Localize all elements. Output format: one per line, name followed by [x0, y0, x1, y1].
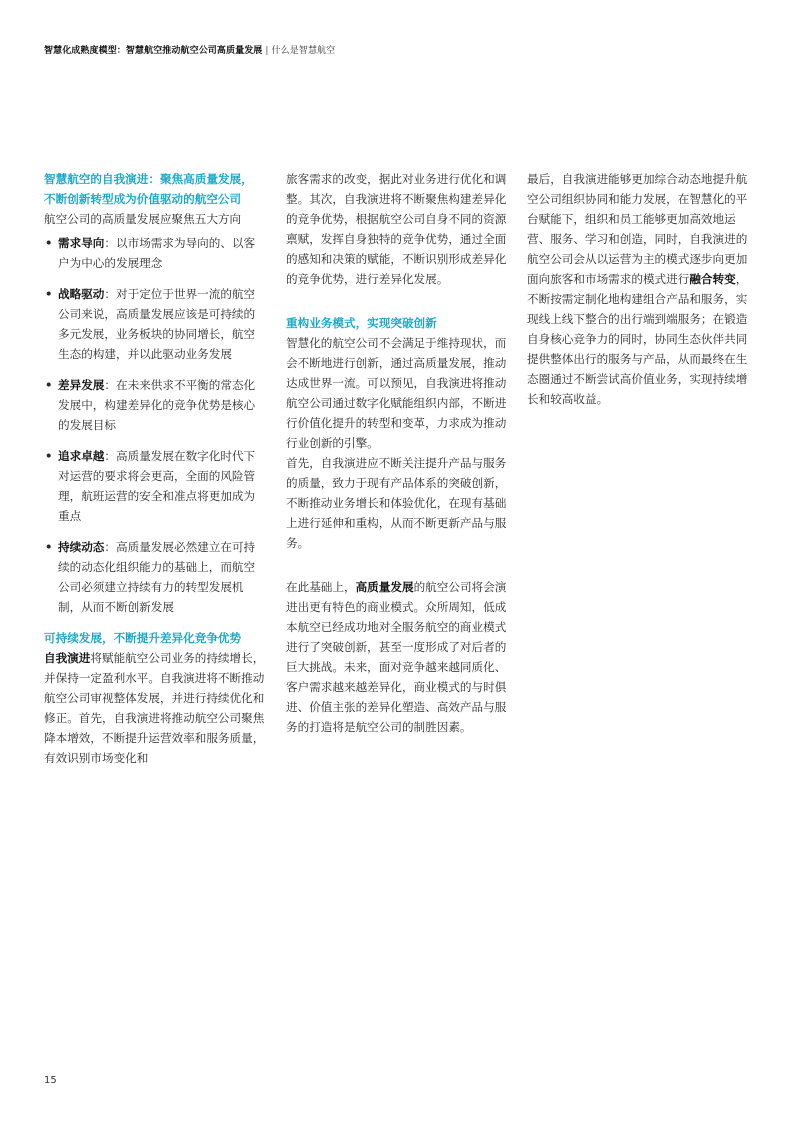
bullet-term: 持续动态	[58, 540, 105, 554]
body-paragraph: 智慧化的航空公司不会满足于维持现状，而会不断地进行创新，通过高质量发展，推动达成世界一流。可以预见，自我演进将推动航空公司通过数字化赋能组织内部，不断进行价值化提升的转型和变革，力求成为推动行业创新的引擎。	[286, 336, 507, 450]
list-item: • 追求卓越：高质量发展在数字化时代下对运营的要求将会更高，全面的风险管理，航班运营的安全和准点将更加成为重点	[45, 449, 256, 523]
bullet-term: 需求导向	[58, 236, 105, 250]
section-heading-rebuild: 重构业务模式，实现突破创新	[286, 316, 437, 330]
column-left	[44, 169, 266, 768]
body-paragraph: 最后，自我演进能够更加综合动态地提升航空公司组织协同和能力发展，在智慧化的平台赋能下，组织和员工能够更加高效地运营、服务、学习和创造，同时，自我演进的航空公司会从以运营为主的模式逐步向更加面向旅客和市场需求的模式进行融合转变，不断按需定制化地构建组合产品和服务，实现线上线下整合的出行端到端服务；在锻造自身核心竞争力的同时，协同生态伙伴共同提供整体出行的服务与产品，从而最终在生态圈通过不断尝试高价值业务，实现持续增长和较高收益。	[527, 172, 748, 406]
bullet-text: 以市场需求为导向的、以客户为中心的发展理念	[58, 236, 256, 270]
body-paragraph: 首先，自我演进应不断关注提升产品与服务的质量，致力于现有产品体系的突破创新，不断推动业务增长和体验优化，在现有基础上进行延伸和重构，从而不断更新产品与服务。	[286, 456, 507, 550]
direction-list	[44, 233, 266, 617]
bullet-term: 差异发展	[58, 378, 105, 392]
bullet-term: 追求卓越	[58, 449, 105, 463]
section-heading: 智慧航空的自我演进：聚焦高质量发展， 不断创新转型成为价值驱动的航空公司	[44, 172, 253, 206]
column-right	[527, 169, 753, 409]
list-item: • 差异发展：在未来供求不平衡的常态化发展中，构建差异化的竞争优势是核心的发展目标	[45, 378, 256, 432]
body-paragraph: 旅客需求的改变，据此对业务进行优化和调整。其次，自我演进将不断聚焦构建差异化的竞争优势，根据航空公司自身不同的资源禀赋，发挥自身独特的竞争优势，通过全面的感知和决策的赋能，不断识别形成差异化的竞争优势，进行差异化发展。	[286, 172, 507, 286]
body-paragraph: 在此基础上，高质量发展的航空公司将会演进出更有特色的商业模式。众所周知，低成本航空已经成功地对全服务航空的商业模式进行了突破创新，甚至一度形成了对后者的巨大挑战。未来，面对竞争越来越同质化、客户需求越来越差异化，商业模式的与时俱进、价值主张的差异化塑造、高效产品与服务的打造将是航空公司的制胜因素。	[286, 580, 507, 734]
list-item: • 战略驱动：对于定位于世界一流的航空公司来说，高质量发展应该是可持续的多元发展，业务板块的协同增长，航空生态的构建，并以此驱动业务发展	[45, 287, 256, 361]
list-item: • 需求导向：以市场需求为导向的、以客户为中心的发展理念	[45, 236, 256, 270]
body-paragraph: 自我演进将赋能航空公司业务的持续增长，并保持一定盈利水平。自我演进将不断推动航空公司审视整体发展，并进行持续优化和修正。首先，自我演进将推动航空公司聚焦降本增效，不断提升运营效率和服务质量，有效识别市场变化和	[44, 651, 265, 765]
bullet-text: 高质量发展在数字化时代下对运营的要求将会更高，全面的风险管理，航班运营的安全和准点将更加成为重点	[58, 449, 256, 523]
bullet-text: 对于定位于世界一流的航空公司来说，高质量发展应该是可持续的多元发展，业务板块的协同增长，航空生态的构建，并以此驱动业务发展	[58, 287, 256, 361]
intro-text: 航空公司的高质量发展应聚焦五大方向	[44, 212, 242, 226]
header-section: 什么是智慧航空	[271, 46, 336, 56]
page-number: 15	[44, 1075, 57, 1086]
list-item: • 持续动态：高质量发展必然建立在可持续的动态化组织能力的基础上，而航空公司必须建立持续有力的转型发展机制，从而不断创新发展	[45, 540, 256, 614]
section-heading-sustainable: 可持续发展，不断提升差异化竞争优势	[44, 631, 242, 645]
header-separator: |	[265, 46, 269, 56]
running-header	[44, 43, 764, 56]
bullet-text: 在未来供求不平衡的常态化发展中，构建差异化的竞争优势是核心的发展目标	[58, 378, 256, 432]
column-middle	[286, 169, 508, 737]
bullet-text: 高质量发展必然建立在可持续的动态化组织能力的基础上，而航空公司必须建立持续有力的转型发展机制，从而不断创新发展	[58, 540, 256, 614]
bullet-term: 战略驱动	[58, 287, 105, 301]
header-title: 智慧化成熟度模型：智慧航空推动航空公司高质量发展	[44, 46, 263, 56]
